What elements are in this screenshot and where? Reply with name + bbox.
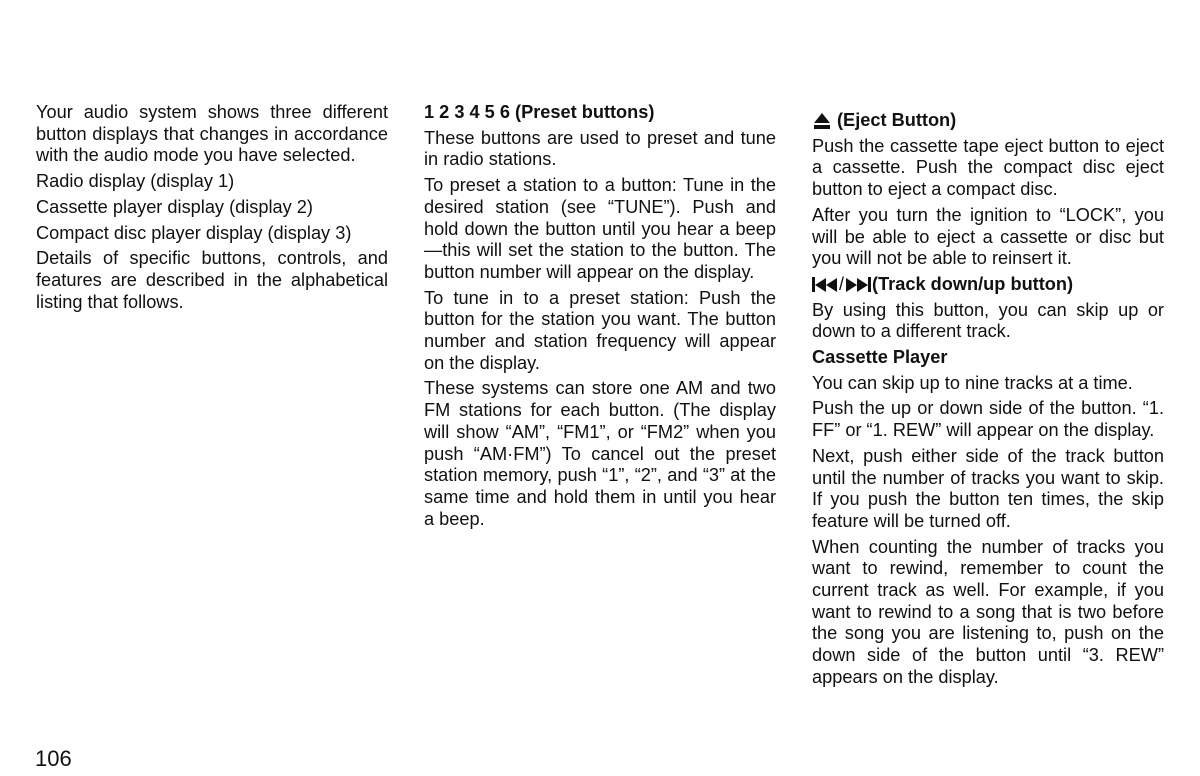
eject-paragraph: After you turn the ignition to “LOCK”, you will be able to eject a cassette or disc but you will not be able to reinsert it. <box>812 204 1164 269</box>
track-paragraph: By using this button, you can skip up or down to a different track. <box>812 299 1164 342</box>
preset-paragraph: These systems can store one AM and two FM stations for each button. (The display will show “AM”, “FM1”, or “FM2” when you push “AM·FM”) To cancel out the preset station memory, push “1”, “2”, and “3” at the same time and hold them in until you hear a beep. <box>424 378 776 529</box>
track-heading-label: (Track down/up button) <box>872 273 1074 294</box>
page-number: 106 <box>35 746 72 771</box>
eject-icon <box>812 113 831 129</box>
eject-button-heading <box>812 110 1164 132</box>
cassette-paragraph: Push the up or down side of the button. “1. FF” or “1. REW” will appear on the display. <box>812 398 1164 441</box>
cassette-player-heading: Cassette Player <box>812 347 948 368</box>
column-eject-track <box>812 102 1164 693</box>
eject-paragraph: Push the cassette tape eject button to eject a cassette. Push the compact disc eject button to eject a compact disc. <box>812 135 1164 200</box>
skip-forward-icon <box>846 277 871 292</box>
display-list-item-cd: Compact disc player display (display 3) <box>36 222 352 243</box>
preset-paragraph: To preset a station to a button: Tune in the desired station (see “TUNE”). Push and hold down the button until you hear a beep—this will set the station to the button. The button number will appear on the display. <box>424 175 776 282</box>
cassette-paragraph: You can skip up to nine tracks at a time. <box>812 372 1133 393</box>
track-button-heading: / (Track down/up button) <box>812 274 1164 296</box>
cassette-paragraph: Next, push either side of the track button until the number of tracks you want to skip. If you push the button ten times, the skip feature will be turned off. <box>812 445 1164 531</box>
cassette-paragraph: When counting the number of tracks you want to rewind, remember to count the current track as well. For example, if you want to rewind to a song that is two before the song you are listening to, push on the down side of the button until “3. REW” appears on the display. <box>812 536 1164 687</box>
preset-buttons-heading: 1 2 3 4 5 6 (Preset buttons) <box>424 102 655 122</box>
eject-heading-label: (Eject Button) <box>837 110 957 130</box>
skip-back-icon <box>812 277 837 292</box>
details-paragraph: Details of specific buttons, controls, and features are described in the alphabetical listing that follows. <box>36 248 388 312</box>
preset-paragraph: To tune in to a preset station: Push the button for the station you want. The button number and station frequency will appear on the display. <box>424 287 776 373</box>
intro-paragraph: Your audio system shows three different button displays that changes in accordance with the audio mode you have selected. <box>36 102 388 166</box>
column-preset-buttons <box>424 102 776 534</box>
column-intro <box>36 102 388 317</box>
display-list-item-radio: Radio display (display 1) <box>36 171 235 192</box>
display-list-item-cassette: Cassette player display (display 2) <box>36 196 313 217</box>
preset-paragraph: These buttons are used to preset and tune in radio stations. <box>424 127 776 170</box>
